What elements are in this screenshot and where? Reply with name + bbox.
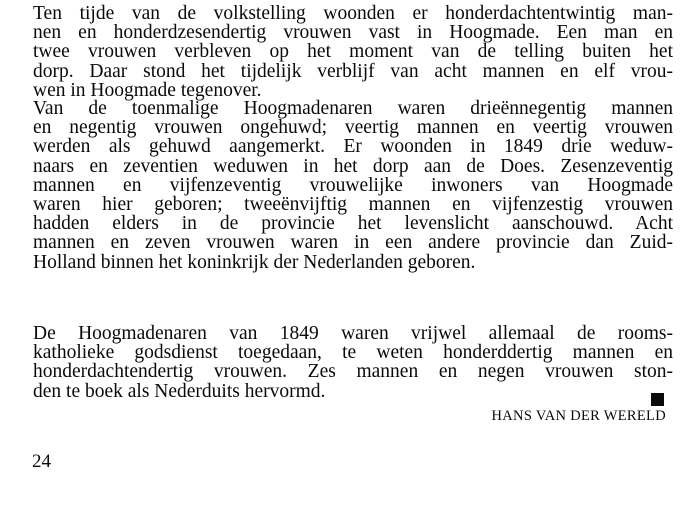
text-line: De Hoogmadenaren van 1849 waren vrijwel allemaal de rooms- (33, 323, 673, 344)
text-line: nen en honderdzesendertig vrouwen vast in Hoogmade. Een man en (33, 22, 673, 44)
author-byline: HANS VAN DER WERELD (491, 408, 666, 424)
text-line: en negentig vrouwen ongehuwd; veertig mannen en veertig vrouwen (33, 117, 673, 139)
paragraph-1 (33, 4, 673, 100)
text-line: katholieke godsdienst toegedaan, te weten honderddertig mannen en (33, 342, 673, 364)
text-line: hadden elders in de provincie het levenslicht aanschouwd. Acht (33, 213, 673, 235)
end-of-article-mark (651, 393, 664, 406)
text-line: mannen en zeven vrouwen waren in een andere provincie dan Zuid- (33, 232, 673, 254)
text-line: Holland binnen het koninkrijk der Nederlanden geboren. (33, 251, 476, 273)
text-line: waren hier geboren; tweeënvijftig mannen en vijfenzestig vrouwen (33, 194, 673, 216)
paragraph-3 (33, 324, 673, 401)
paragraph-2 (33, 99, 673, 272)
text-line: Ten tijde van de volkstelling woonden er honderdachtentwintig man- (33, 3, 673, 24)
text-line: naars en zeventien weduwen in het dorp aan de Does. Zesenzeventig (33, 155, 673, 177)
text-line: werden als gehuwd aangemerkt. Er woonden in 1849 drie weduw- (33, 136, 673, 158)
text-line: honderdachtendertig vrouwen. Zes mannen en negen vrouwen ston- (33, 361, 673, 383)
text-line: wen in Hoogmade tegenover. (33, 79, 262, 101)
text-line: mannen en vijfenzeventig vrouwelijke inwoners van Hoogmade (33, 174, 673, 196)
text-line: dorp. Daar stond het tijdelijk verblijf van acht mannen en elf vrou- (33, 60, 673, 82)
text-line: den te boek als Nederduits hervormd. (33, 380, 326, 402)
page-number: 24 (32, 451, 51, 472)
text-line: twee vrouwen verbleven op het moment van de telling buiten het (33, 41, 673, 63)
text-line: Van de toenmalige Hoogmadenaren waren drieënnegentig mannen (33, 98, 673, 119)
